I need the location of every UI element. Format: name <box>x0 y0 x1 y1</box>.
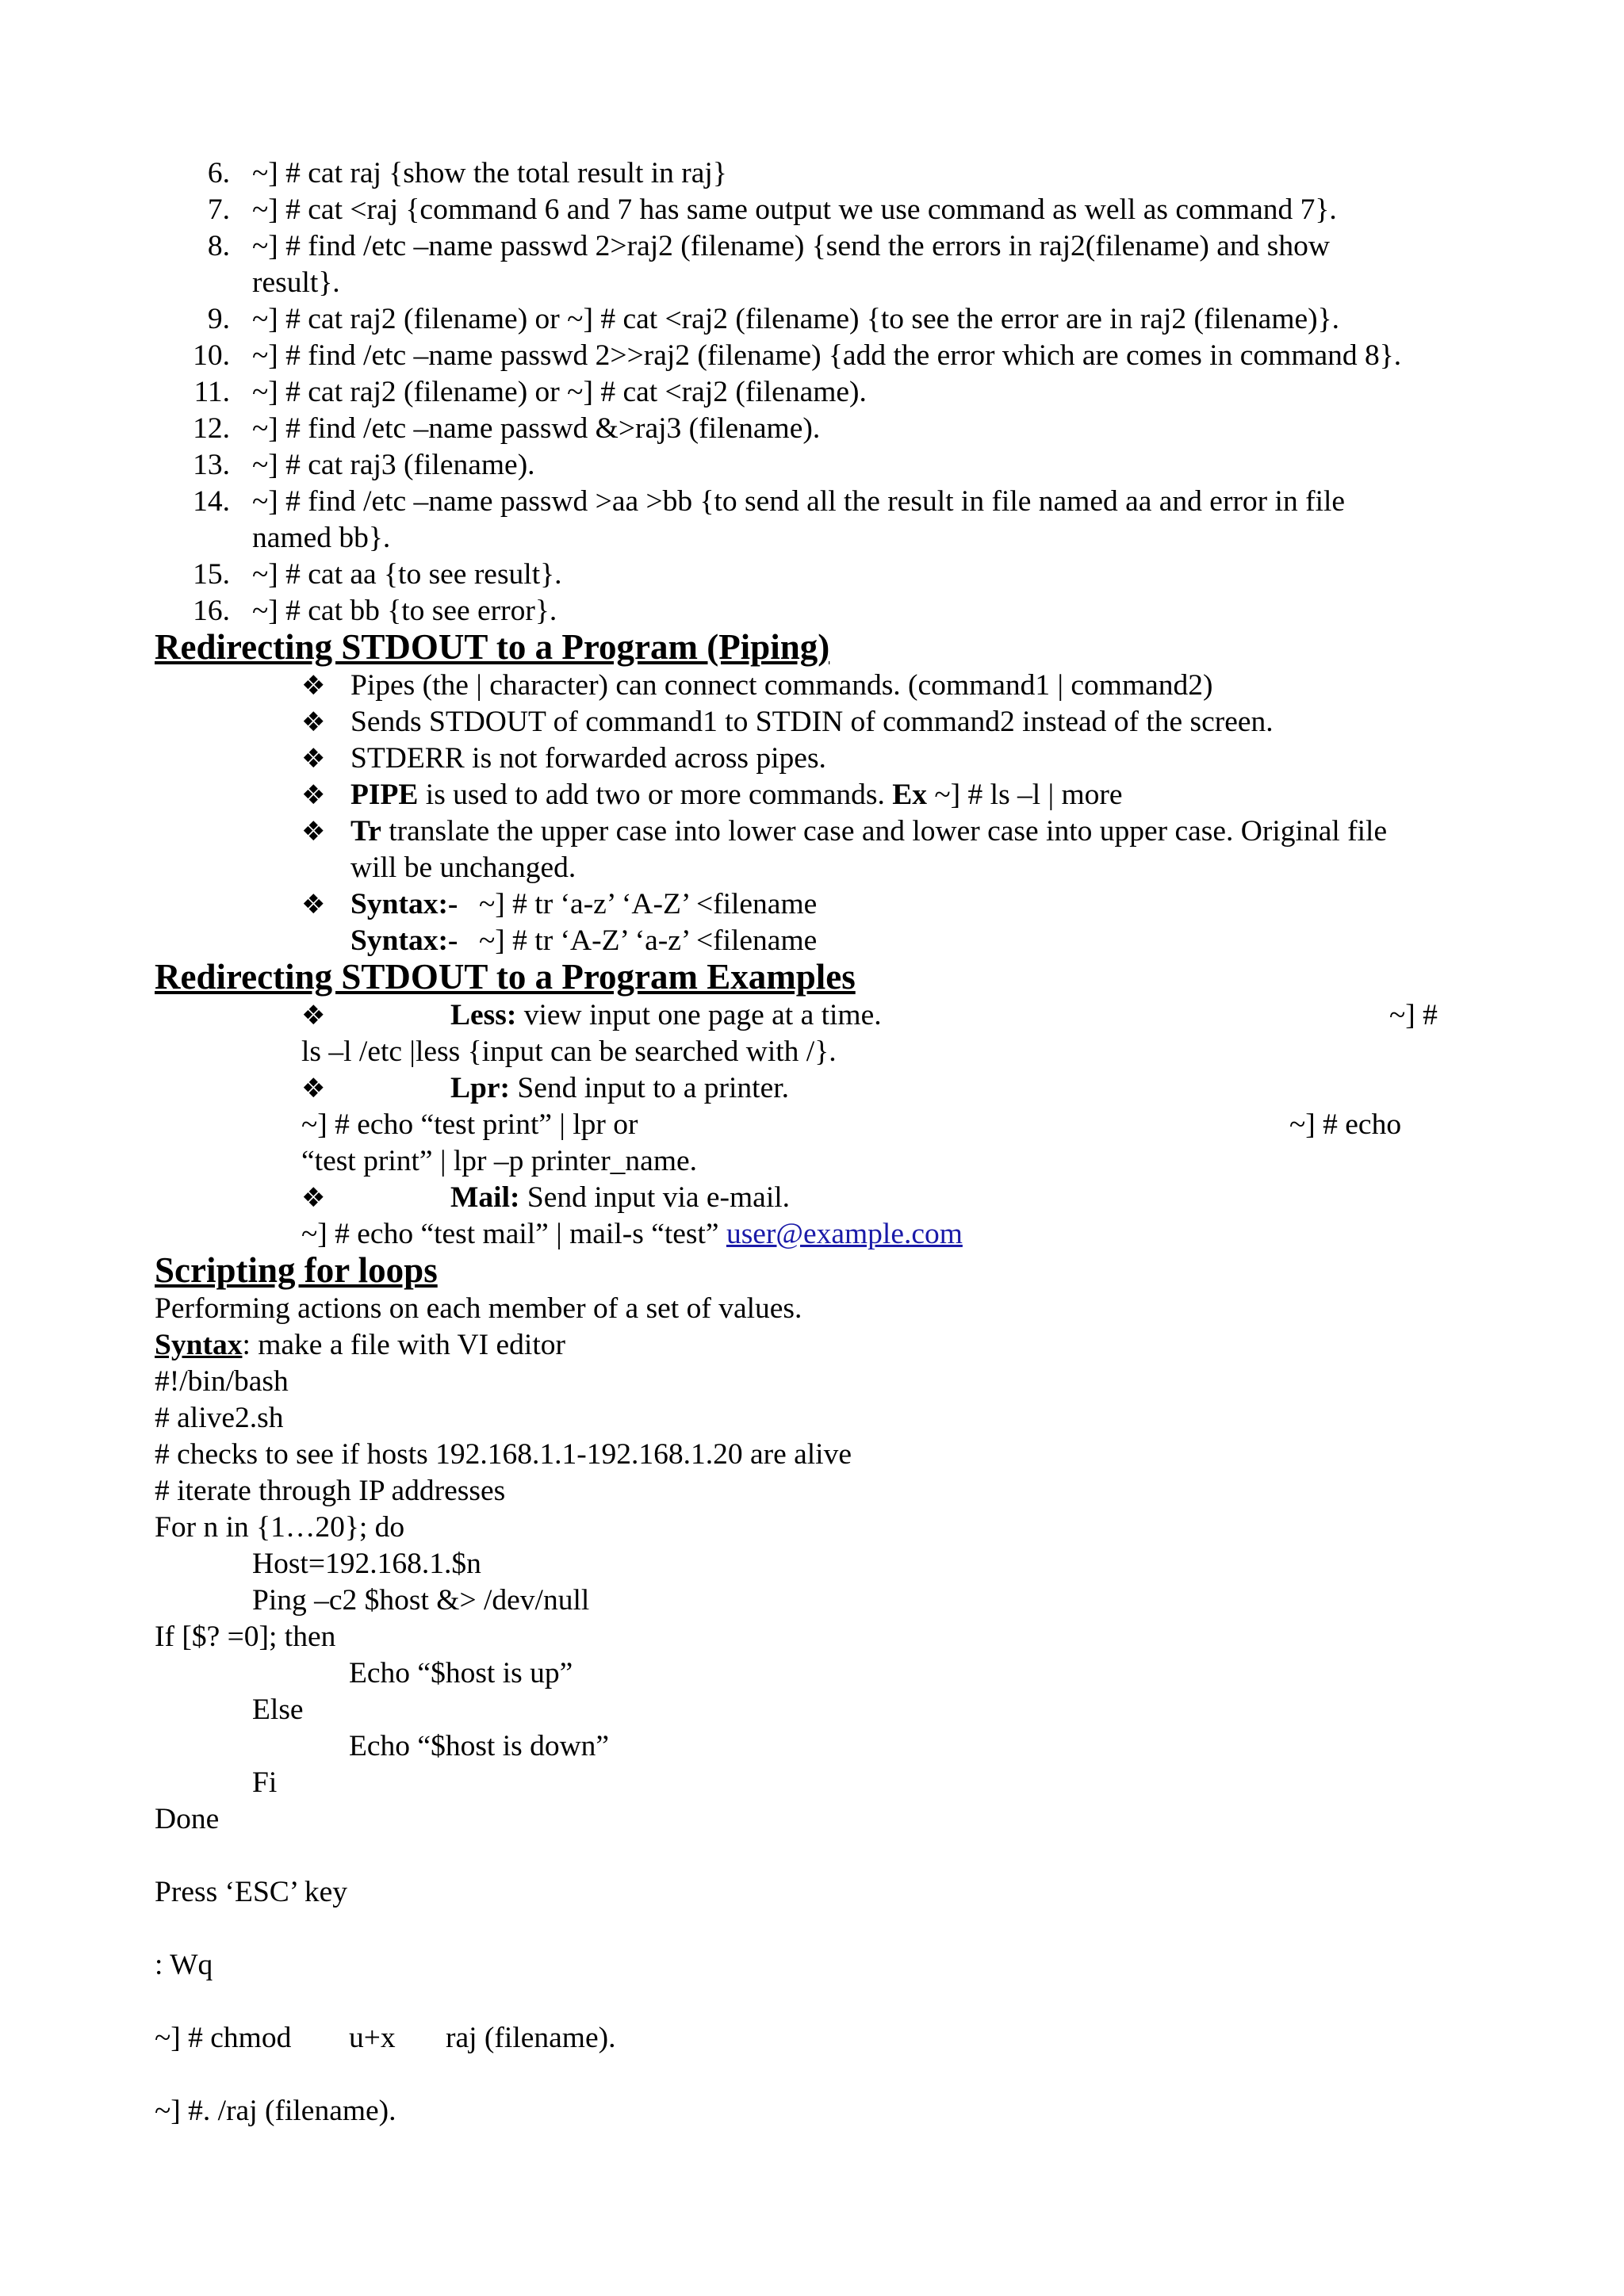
bold-term: Mail: <box>450 1181 520 1214</box>
script-line: Done <box>155 1803 220 1835</box>
script-line: # iterate through IP addresses <box>155 1475 506 1507</box>
bullet-icon: ❖ <box>301 816 326 848</box>
instruction-line: Press ‘ESC’ key <box>155 1876 348 1908</box>
script-line: Else <box>252 1693 304 1726</box>
text-run: ls –l /etc |less {input can be searched with /}. <box>301 1035 837 1068</box>
text-run: is used to add two or more commands. <box>418 779 893 811</box>
bullet-icon: ❖ <box>301 743 326 775</box>
section-heading-examples: Redirecting STDOUT to a Program Examples <box>155 957 856 997</box>
list-number: 10. <box>193 339 230 372</box>
list-number: 16. <box>193 595 230 627</box>
instruction-line: : Wq <box>155 1949 213 1981</box>
list-number: 7. <box>207 193 230 226</box>
script-line: Fi <box>252 1766 278 1799</box>
bullet-text <box>450 1180 790 1216</box>
list-item: ~] # find /etc –name passwd &>raj3 (filename). <box>252 412 821 445</box>
email-link[interactable]: user@example.com <box>726 1218 963 1250</box>
script-line: # checks to see if hosts 192.168.1.1-192.168.1.20 are alive <box>155 1438 852 1471</box>
list-item: ~] # cat <raj {command 6 and 7 has same output we use command as well as command 7}. <box>252 193 1337 226</box>
section-heading-scripting: Scripting for loops <box>155 1250 438 1290</box>
script-line: # alive2.sh <box>155 1402 284 1434</box>
list-item: ~] # cat raj {show the total result in raj} <box>252 157 727 189</box>
bold-term: PIPE <box>350 779 419 811</box>
list-item: ~] # cat raj2 (filename) or ~] # cat <raj2 (filename) {to see the error are in raj2 (filename)}. <box>252 303 1340 335</box>
text-run: ~] # <box>1389 999 1438 1031</box>
section-heading-piping: Redirecting STDOUT to a Program (Piping) <box>155 627 830 667</box>
instruction-line: ~] # chmod <box>155 2022 292 2054</box>
list-number: 8. <box>207 230 230 262</box>
text-run: ~] # echo “test mail” | mail-s “test” <box>301 1218 726 1250</box>
bullet-text <box>350 777 1123 813</box>
syntax-command: ~] # tr ‘a-z’ ‘A-Z’ <filename <box>479 888 818 920</box>
list-number: 9. <box>207 303 230 335</box>
syntax-command: ~] # tr ‘A-Z’ ‘a-z’ <filename <box>479 924 818 957</box>
bold-term: Lpr: <box>450 1072 510 1104</box>
bullet-text <box>350 813 1387 850</box>
script-line: If [$? =0]; then <box>155 1621 336 1653</box>
script-line: Echo “$host is up” <box>349 1657 573 1689</box>
script-line: For n in {1…20}; do <box>155 1511 405 1544</box>
bullet-text <box>450 1070 789 1107</box>
bullet-icon: ❖ <box>301 1182 326 1214</box>
instruction-line: u+x <box>349 2022 396 2054</box>
list-item: ~] # cat aa {to see result}. <box>252 558 562 591</box>
script-line: Ping –c2 $host &> /dev/null <box>252 1584 590 1617</box>
list-item: ~] # find /etc –name passwd 2>>raj2 (filename) {add the error which are comes in command 8}. <box>252 339 1402 372</box>
list-item-continuation: result}. <box>252 266 340 299</box>
list-item: ~] # cat raj2 (filename) or ~] # cat <raj2 (filename). <box>252 376 867 408</box>
text-run: Send input to a printer. <box>510 1072 790 1104</box>
syntax-label: Syntax:- <box>350 888 458 920</box>
bullet-text: Pipes (the | character) can connect commands. (command1 | command2) <box>350 669 1213 702</box>
paragraph: Performing actions on each member of a set of values. <box>155 1292 802 1325</box>
instruction-line: raj (filename). <box>446 2022 616 2054</box>
text-run: Send input via e-mail. <box>519 1181 791 1214</box>
bullet-icon: ❖ <box>301 1073 326 1104</box>
list-item: ~] # cat raj3 (filename). <box>252 449 535 481</box>
syntax-label: Syntax:- <box>350 924 458 957</box>
list-item: ~] # find /etc –name passwd 2>raj2 (filename) {send the errors in raj2(filename) and show <box>252 230 1330 262</box>
text-run: translate the upper case into lower case and lower case into upper case. Original file <box>381 815 1388 848</box>
bold-term: Less: <box>450 999 517 1031</box>
text-run: : make a file with VI editor <box>242 1329 565 1361</box>
bullet-icon: ❖ <box>301 1000 326 1031</box>
bullet-text-continuation: will be unchanged. <box>350 851 576 884</box>
list-number: 6. <box>207 157 230 189</box>
script-line: Echo “$host is down” <box>349 1730 610 1762</box>
list-item: ~] # find /etc –name passwd >aa >bb {to send all the result in file named aa and error in file <box>252 485 1346 518</box>
list-number: 12. <box>193 412 230 445</box>
bullet-text: Sends STDOUT of command1 to STDIN of command2 instead of the screen. <box>350 706 1274 738</box>
text-run: ~] # ls –l | more <box>927 779 1123 811</box>
bold-term: Ex <box>892 779 928 811</box>
bullet-icon: ❖ <box>301 706 326 738</box>
bold-term: Tr <box>350 815 381 848</box>
list-number: 11. <box>193 376 230 408</box>
text-run: “test print” | lpr –p printer_name. <box>301 1145 698 1177</box>
instruction-line: ~] #. /raj (filename). <box>155 2095 396 2127</box>
script-line: Host=192.168.1.$n <box>252 1548 481 1580</box>
text-run <box>301 1216 963 1253</box>
bullet-icon: ❖ <box>301 779 326 811</box>
script-line: #!/bin/bash <box>155 1365 289 1398</box>
paragraph <box>155 1327 565 1364</box>
list-number: 14. <box>193 485 230 518</box>
bullet-text <box>450 997 882 1034</box>
bullet-icon: ❖ <box>301 889 326 920</box>
list-number: 13. <box>193 449 230 481</box>
text-run: view input one page at a time. <box>516 999 882 1031</box>
bullet-icon: ❖ <box>301 670 326 702</box>
bullet-text: STDERR is not forwarded across pipes. <box>350 742 826 775</box>
text-run: ~] # echo <box>1289 1108 1402 1141</box>
list-item-continuation: named bb}. <box>252 522 391 554</box>
syntax-label: Syntax <box>155 1329 243 1361</box>
list-item: ~] # cat bb {to see error}. <box>252 595 557 627</box>
text-run: ~] # echo “test print” | lpr or <box>301 1108 638 1141</box>
list-number: 15. <box>193 558 230 591</box>
